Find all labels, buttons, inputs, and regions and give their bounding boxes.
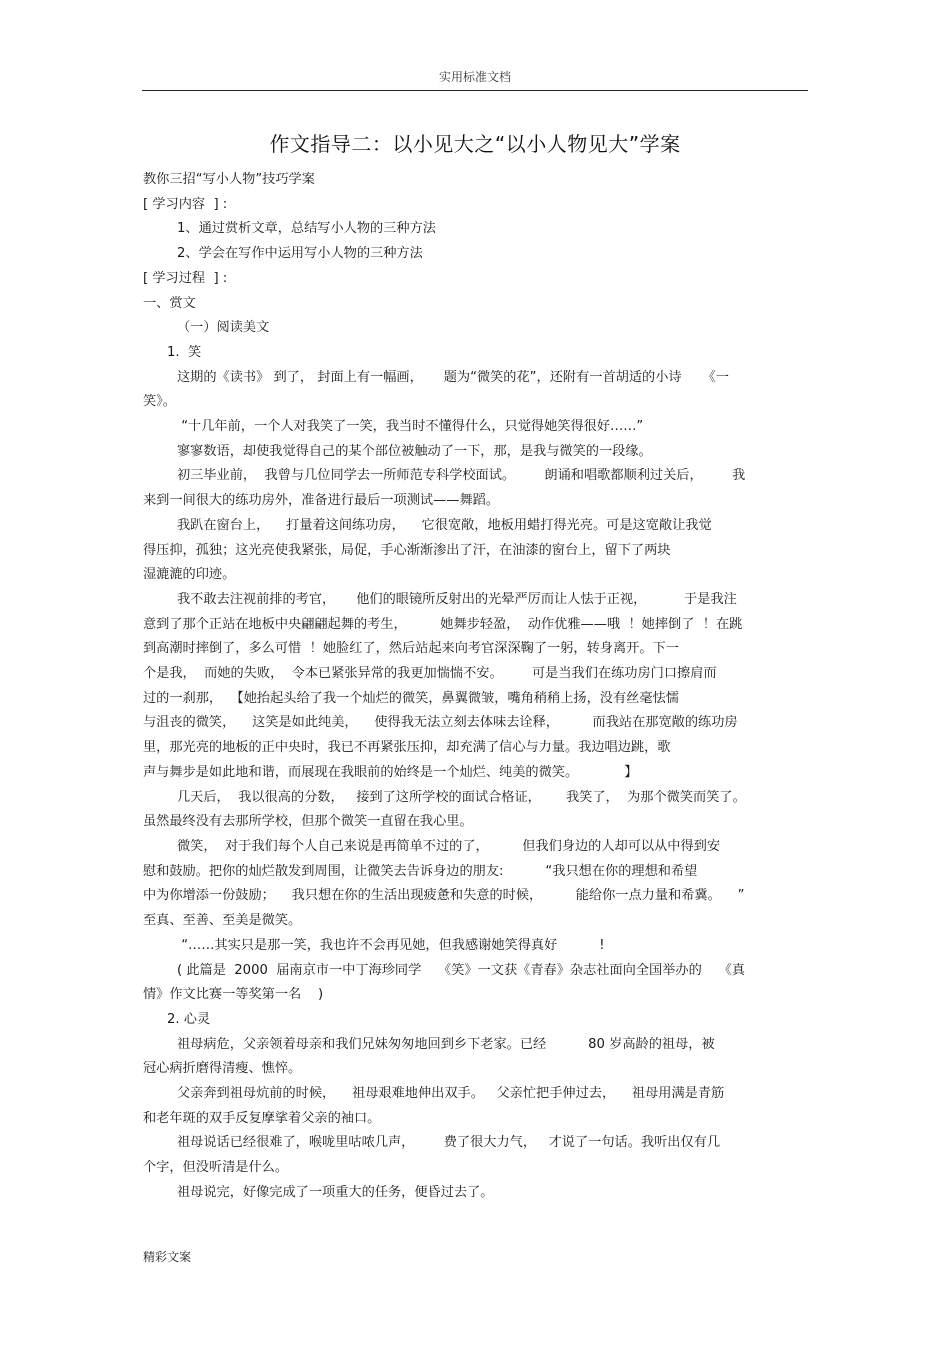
- text-line: 冠心病折磨得清瘦、憔悴。: [143, 1061, 302, 1077]
- page-header: 实用标准文档: [438, 70, 511, 84]
- text-line: 祖母说完，好像完成了一项重大的任务，便昏过去了。: [177, 1184, 494, 1200]
- text-line: 中为你增添一份鼓励； 我只想在你的生活出现疲惫和失意的时候， 能给你一点力量和希冀。 ”: [143, 888, 745, 904]
- text-line: 与沮丧的微笑， 这笑是如此纯美， 使得我无法立刻去体味去诠释， 而我站在那宽敞的练功房: [143, 715, 738, 731]
- text-line: 祖母病危，父亲领着母亲和我们兄妹匆匆地回到乡下老家。已经 80 岁高龄的祖母，被: [177, 1036, 715, 1052]
- text-line: 2、学会在写作中运用写小人物的三种方法: [177, 246, 423, 262]
- text-line: 过的一刹那， 【她抬起头给了我一个灿烂的微笑，鼻翼微皱，嘴角稍稍上扬，没有丝毫怯懦: [143, 690, 679, 706]
- text-line: 祖母说话已经很难了，喉咙里咕哝几声， 费了很大力气， 才说了一句话。我听出仅有几: [177, 1135, 721, 1151]
- text-line: 虽然最终没有去那所学校，但那个微笑一直留在我心里。: [143, 814, 473, 830]
- text-line: 到高潮时摔倒了，多么可惜 ！她脸红了，然后站起来向考官深深鞠了一躬，转身离开。下一: [143, 641, 679, 657]
- text-line: 1、通过赏析文章，总结写小人物的三种方法: [177, 221, 436, 237]
- text-line: （一）阅读美文: [177, 320, 270, 336]
- text-line: 得压抑，孤独；这光亮使我紧张，局促，手心渐渐渗出了汗，在油漆的窗台上，留下了两块: [143, 542, 671, 558]
- text-line: 一、赏文: [143, 295, 196, 311]
- text-line: 慰和鼓励。把你的灿烂散发到周围，让微笑去告诉身边的朋友: “我只想在你的理想和希望: [143, 863, 698, 879]
- text-line: 情》作文比赛一等奖第一名 ): [143, 987, 324, 1003]
- header-rule: [142, 90, 808, 91]
- document-title: 作文指导二：以小见大之“以小人物见大”学案: [269, 132, 681, 156]
- text-line: 个字，但没听清是什么。: [143, 1160, 289, 1176]
- document-body: [143, 168, 807, 1206]
- text-line: 我不敢去注视前排的考官， 他们的眼镜所反射出的光晕严厉而让人怯于正视， 于是我注: [177, 591, 737, 607]
- text-line: 来到一间很大的练功房外，准备进行最后一项测试——舞蹈。: [143, 493, 500, 509]
- text-line: 湿漉漉的印迹。: [143, 567, 236, 583]
- text-line: 父亲奔到祖母炕前的时候， 祖母艰难地伸出双手。 父亲忙把手伸过去， 祖母用满是青筋: [177, 1086, 725, 1102]
- text-line: 这期的《读书》 到了， 封面上有一幅画， 题为“微笑的花”，还附有一首胡适的小诗 《一: [177, 369, 729, 385]
- text-line: 几天后， 我以很高的分数， 接到了这所学校的面试合格证， 我笑了， 为那个微笑而笑了。: [177, 789, 746, 805]
- text-line: 寥寥数语，却使我觉得自己的某个部位被触动了一下，那，是我与微笑的一段缘。: [177, 443, 652, 459]
- text-line: 里，那光亮的地板的正中央时，我已不再紧张压抑，却充满了信心与力量。我边唱边跳，歌: [143, 740, 671, 756]
- text-line: 笑》。: [143, 394, 176, 410]
- text-line: 初三毕业前， 我曾与几位同学去一所师范专科学校面试。 朗诵和唱歌都顺利过关后， 我: [177, 468, 746, 484]
- text-line: 意到了那个正站在地板中央翩翩起舞的考生， 她舞步轻盈， 动作优雅——哦 ！她摔倒了 ！在跳: [143, 616, 743, 632]
- text-line: “十几年前，一个人对我笑了一笑，我当时不懂得什么，只觉得她笑得很好……”: [177, 419, 644, 435]
- text-line: 我趴在窗台上， 打量着这间练功房， 它很宽敞，地板用蜡打得光亮。可是这宽敞让我觉: [177, 517, 712, 533]
- text-line: 1. 笑: [167, 344, 202, 360]
- text-line: 至真、至善、至美是微笑。: [143, 913, 302, 929]
- text-line: ( 此篇是 2000 届南京市一中丁海珍同学 《笑》一文获《青春》杂志社面向全国举办的 《真: [177, 962, 745, 978]
- text-line: 教你三招“写小人物”技巧学案: [143, 172, 315, 187]
- text-line: 个是我， 而她的失败， 令本已紧张异常的我更加惴惴不安。 可是当我们在练功房门口擦肩而: [143, 666, 717, 682]
- text-line: 声与舞步是如此地和谐，而展现在我眼前的始终是一个灿烂、纯美的微笑。 】: [143, 764, 638, 780]
- text-line: 和老年斑的双手反复摩挲着父亲的袖口。: [143, 1110, 381, 1126]
- text-line: 2. 心灵: [167, 1011, 211, 1027]
- page-footer: 精彩文案: [143, 1250, 192, 1264]
- text-line: 微笑， 对于我们每个人自己来说是再简单不过的了， 但我们身边的人却可以从中得到安: [177, 838, 721, 854]
- text-line: “……其实只是那一笑，我也许不会再见她，但我感谢她笑得真好 !: [177, 937, 605, 953]
- text-line: [ 学习内容 ] :: [143, 196, 228, 212]
- text-line: [ 学习过程 ] :: [143, 270, 228, 286]
